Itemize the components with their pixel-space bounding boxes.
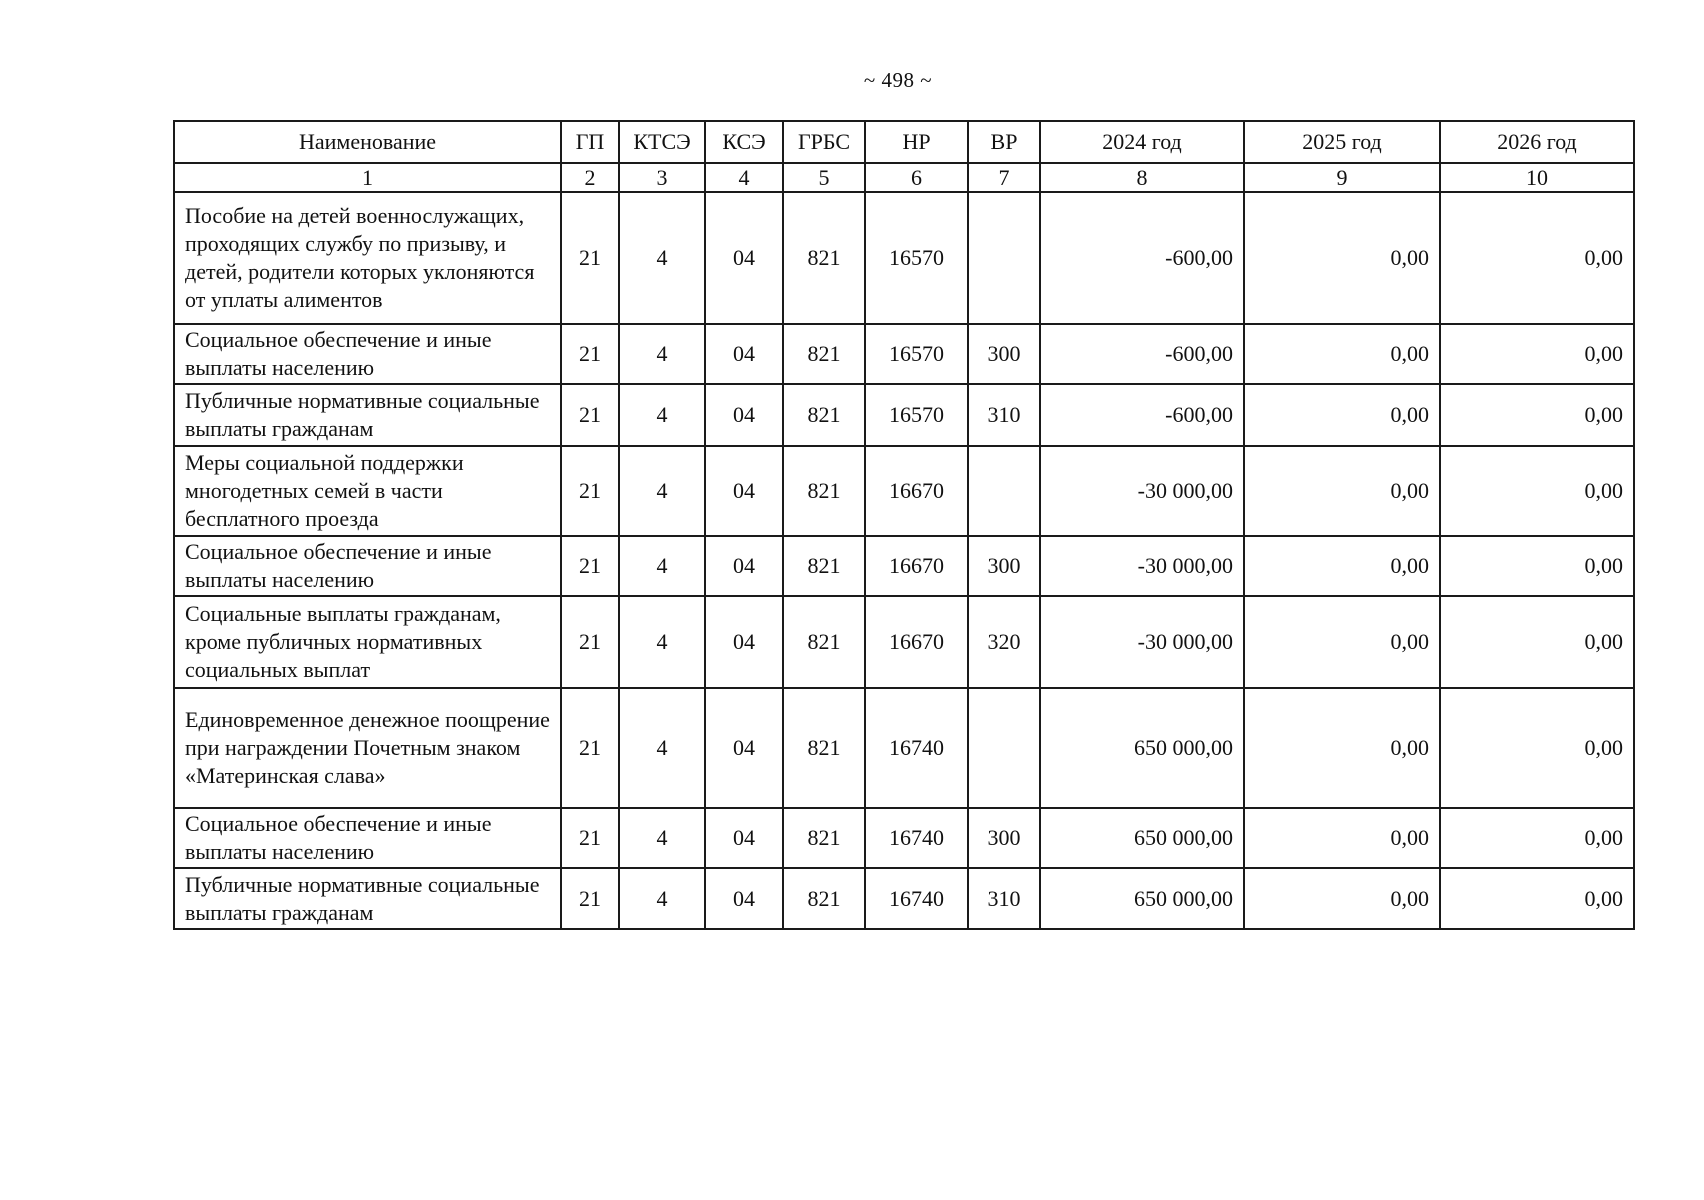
row-name: Социальное обеспечение и иные выплаты населению [174,536,561,596]
row-amount-2026: 0,00 [1440,536,1634,596]
row-kse: 04 [705,808,783,868]
row-gp: 21 [561,384,619,446]
row-amount-2026: 0,00 [1440,384,1634,446]
column-number: 4 [705,163,783,192]
row-ktse: 4 [619,868,705,929]
row-grbs: 821 [783,596,865,688]
table-row [174,324,1634,384]
row-grbs: 821 [783,446,865,536]
row-vr [968,192,1040,324]
row-nr: 16670 [865,446,968,536]
row-amount-2025: 0,00 [1244,446,1440,536]
row-vr: 300 [968,536,1040,596]
row-name: Публичные нормативные социальные выплаты гражданам [174,384,561,446]
table-row [174,192,1634,324]
row-amount-2024: 650 000,00 [1040,808,1244,868]
row-amount-2025: 0,00 [1244,192,1440,324]
column-number: 8 [1040,163,1244,192]
row-grbs: 821 [783,384,865,446]
row-amount-2024: 650 000,00 [1040,868,1244,929]
row-kse: 04 [705,536,783,596]
row-amount-2026: 0,00 [1440,868,1634,929]
row-nr: 16570 [865,192,968,324]
row-amount-2026: 0,00 [1440,324,1634,384]
row-vr: 300 [968,808,1040,868]
row-amount-2024: -600,00 [1040,384,1244,446]
row-amount-2025: 0,00 [1244,868,1440,929]
row-ktse: 4 [619,324,705,384]
column-number: 3 [619,163,705,192]
row-grbs: 821 [783,192,865,324]
row-gp: 21 [561,536,619,596]
row-grbs: 821 [783,688,865,808]
row-amount-2026: 0,00 [1440,596,1634,688]
row-ktse: 4 [619,446,705,536]
row-vr [968,446,1040,536]
row-gp: 21 [561,192,619,324]
row-amount-2024: -30 000,00 [1040,596,1244,688]
row-gp: 21 [561,868,619,929]
row-gp: 21 [561,688,619,808]
row-amount-2024: -30 000,00 [1040,536,1244,596]
row-gp: 21 [561,808,619,868]
header-vr: ВР [968,121,1040,163]
row-ktse: 4 [619,536,705,596]
header-nr: НР [865,121,968,163]
row-nr: 16740 [865,688,968,808]
column-number-row [174,163,1634,192]
column-number: 10 [1440,163,1634,192]
row-vr: 320 [968,596,1040,688]
row-name: Социальное обеспечение и иные выплаты населению [174,808,561,868]
column-number: 6 [865,163,968,192]
row-ktse: 4 [619,192,705,324]
row-amount-2024: 650 000,00 [1040,688,1244,808]
header-name: Наименование [174,121,561,163]
row-vr [968,688,1040,808]
budget-table [173,120,1635,930]
column-number: 2 [561,163,619,192]
row-name: Меры социальной поддержки многодетных семей в части бесплатного проезда [174,446,561,536]
row-amount-2024: -600,00 [1040,192,1244,324]
table-row [174,536,1634,596]
row-kse: 04 [705,688,783,808]
row-nr: 16670 [865,536,968,596]
row-grbs: 821 [783,324,865,384]
header-ktse: КТСЭ [619,121,705,163]
row-name: Социальные выплаты гражданам, кроме публичных нормативных социальных выплат [174,596,561,688]
row-name: Пособие на детей военнослужащих, проходящих службу по призыву, и детей, родители которых уклоняются от уплаты алиментов [174,192,561,324]
page-number: ~ 498 ~ [863,68,933,92]
row-grbs: 821 [783,868,865,929]
table-row [174,446,1634,536]
table-row [174,596,1634,688]
row-amount-2025: 0,00 [1244,324,1440,384]
row-kse: 04 [705,596,783,688]
row-grbs: 821 [783,536,865,596]
row-vr: 310 [968,868,1040,929]
row-grbs: 821 [783,808,865,868]
row-nr: 16570 [865,324,968,384]
column-number: 1 [174,163,561,192]
row-nr: 16670 [865,596,968,688]
row-nr: 16570 [865,384,968,446]
row-amount-2024: -30 000,00 [1040,446,1244,536]
row-name: Единовременное денежное поощрение при награждении Почетным знаком «Материнская слава» [174,688,561,808]
row-name: Публичные нормативные социальные выплаты гражданам [174,868,561,929]
row-amount-2026: 0,00 [1440,688,1634,808]
table-row [174,384,1634,446]
table-row [174,868,1634,929]
row-vr: 300 [968,324,1040,384]
column-number: 5 [783,163,865,192]
row-ktse: 4 [619,384,705,446]
row-amount-2025: 0,00 [1244,536,1440,596]
table-row [174,808,1634,868]
header-2024: 2024 год [1040,121,1244,163]
row-gp: 21 [561,446,619,536]
row-gp: 21 [561,596,619,688]
row-kse: 04 [705,192,783,324]
row-kse: 04 [705,324,783,384]
header-2026: 2026 год [1440,121,1634,163]
row-amount-2024: -600,00 [1040,324,1244,384]
row-amount-2025: 0,00 [1244,596,1440,688]
header-kse: КСЭ [705,121,783,163]
row-kse: 04 [705,446,783,536]
row-amount-2026: 0,00 [1440,808,1634,868]
header-2025: 2025 год [1244,121,1440,163]
row-kse: 04 [705,384,783,446]
header-row [174,121,1634,163]
header-grbs: ГРБС [783,121,865,163]
column-number: 9 [1244,163,1440,192]
row-kse: 04 [705,868,783,929]
row-nr: 16740 [865,808,968,868]
row-nr: 16740 [865,868,968,929]
row-amount-2026: 0,00 [1440,446,1634,536]
row-amount-2026: 0,00 [1440,192,1634,324]
row-amount-2025: 0,00 [1244,688,1440,808]
row-name: Социальное обеспечение и иные выплаты населению [174,324,561,384]
row-ktse: 4 [619,808,705,868]
row-ktse: 4 [619,688,705,808]
column-number: 7 [968,163,1040,192]
table-row [174,688,1634,808]
row-gp: 21 [561,324,619,384]
header-gp: ГП [561,121,619,163]
row-amount-2025: 0,00 [1244,808,1440,868]
row-ktse: 4 [619,596,705,688]
row-vr: 310 [968,384,1040,446]
row-amount-2025: 0,00 [1244,384,1440,446]
